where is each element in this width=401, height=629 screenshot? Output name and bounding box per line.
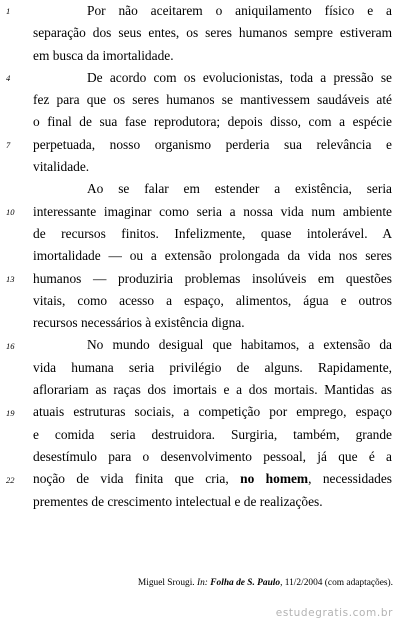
watermark: estudegratis.com.br [275, 607, 393, 619]
text-line: atuais estruturas sociais, a competição por emprego, espaço [33, 404, 392, 420]
text-line: e comida seria destruidora. Surgiria, também, grande [33, 426, 392, 442]
text-line: vida humana seria privilégio de alguns. Rapidamente, [33, 359, 392, 375]
source-credit [138, 578, 393, 588]
line-number: 1 [6, 6, 11, 16]
text-line: fez para que os seres humanos se mantivessem saudáveis até [33, 92, 392, 108]
text-line: desestímulo para o desenvolvimento pessoal, já que é a [33, 448, 392, 464]
text-line: humanos — produziria problemas insolúveis em questões [33, 270, 392, 286]
credit-author: Miguel Srougi. [137, 578, 195, 588]
text-line-emphasis [33, 468, 392, 490]
text-line: imortalidade — ou a extensão prolongada da vida nos seres [33, 248, 392, 264]
line-number: 19 [6, 408, 15, 418]
line-number: 7 [6, 140, 11, 150]
text-line: aflorariam as raças dos imortais e a dos mortais. Mantidas as [33, 382, 392, 398]
text-line: noção de vida finita que cria, no homem, necessidades [33, 471, 392, 487]
text-line: Por não aceitarem o aniquilamento físico e a [87, 3, 392, 18]
line-number: 4 [6, 73, 11, 83]
text-line: Ao se falar em estender a existência, seria [87, 181, 392, 197]
text-line: interessante imaginar como seria a nossa vida num ambiente [33, 203, 392, 219]
text-line: prementes de crescimento intelectual e de realizações. [33, 493, 323, 509]
credit-date: , 11/2/2004 (com adaptações). [280, 578, 393, 588]
text-line: o final de sua fase reprodutora; depois disso, com a espécie [33, 114, 392, 130]
line-number: 13 [6, 274, 15, 284]
text-line: perpetuada, nosso organismo perderia sua relevância e [33, 136, 392, 152]
text-line: vitalidade. [33, 159, 90, 175]
line-number: 16 [6, 341, 15, 351]
text-line: recursos necessários à existência digna. [33, 315, 245, 331]
article-text [33, 0, 392, 513]
line-number: 22 [6, 475, 15, 485]
line-number: 10 [6, 207, 15, 217]
text-line: separação dos seus entes, os seres humanos sempre estiveram [33, 25, 392, 41]
text-line: em busca da imortalidade. [33, 47, 174, 63]
text-line: De acordo com os evolucionistas, toda a pressão se [87, 69, 392, 85]
credit-source: Folha de S. Paulo [210, 578, 281, 588]
text-line: No mundo desigual que habitamos, a extensão da [87, 337, 392, 353]
text-line: de recursos finitos. Infelizmente, quase intolerável. A [33, 225, 392, 241]
credit-in: In: [197, 578, 208, 588]
text-line: vitais, como acesso a espaço, alimentos, água e outros [33, 292, 392, 308]
